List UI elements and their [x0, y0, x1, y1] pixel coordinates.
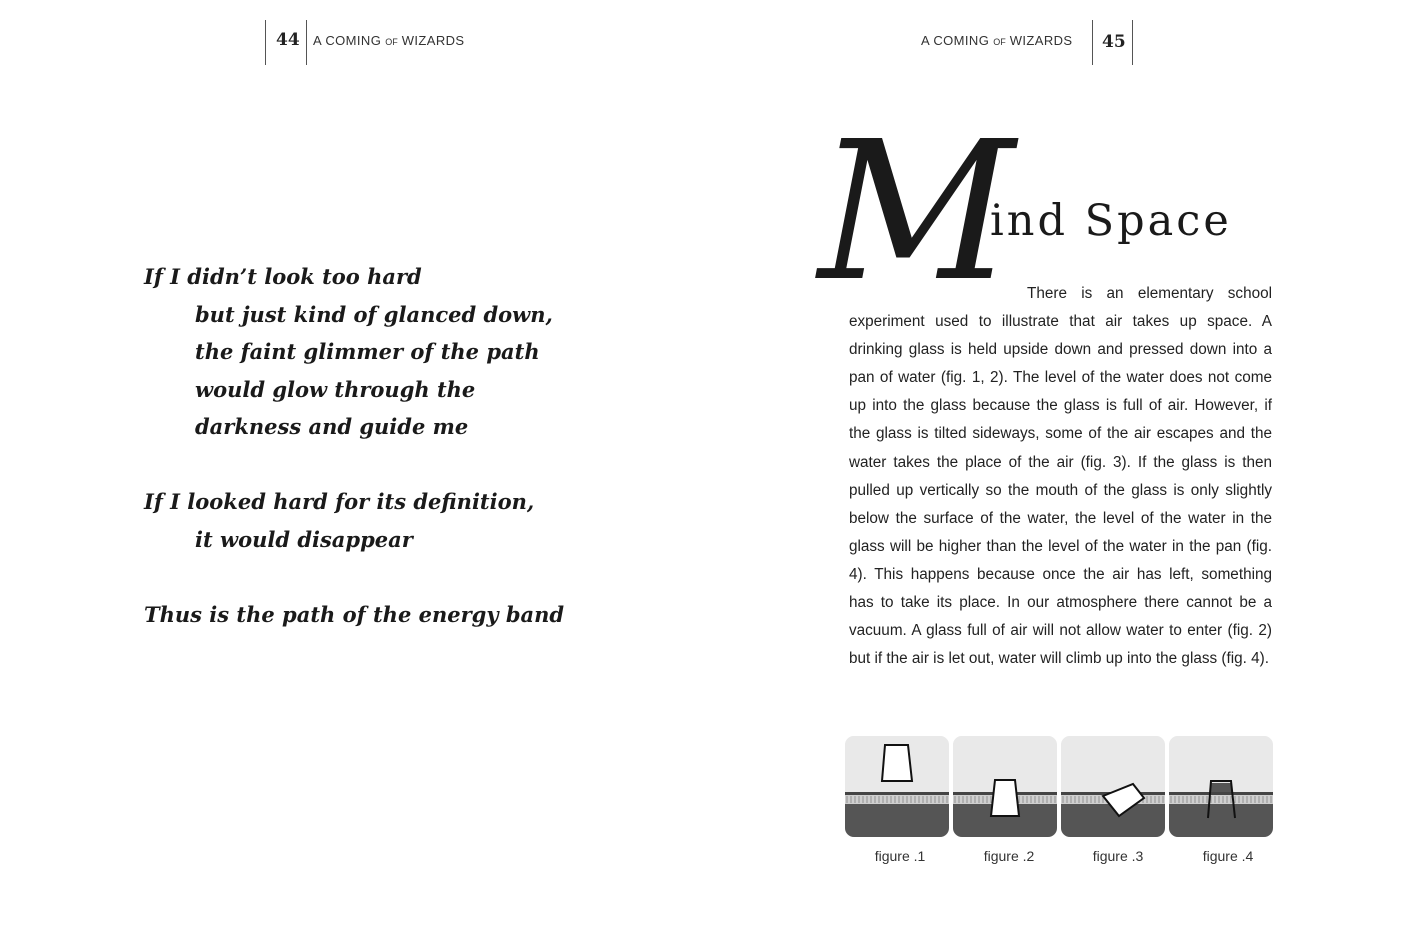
figure-4	[1169, 736, 1273, 837]
article-line: below the surface of the water, the level of the water in the	[849, 509, 1272, 527]
chapter-title: ind Space	[990, 196, 1232, 246]
article-line: water takes the place of the air (fig. 3). If the glass is then	[849, 453, 1272, 471]
article-line: has to take its place. In our atmosphere there cannot be a	[849, 594, 1272, 612]
poem-line: If I looked hard for its definition,	[144, 489, 535, 514]
figure-caption-3: figure .3	[1092, 848, 1144, 864]
poem	[144, 258, 584, 633]
article-line: pan of water (fig. 1, 2). The level of the water does not come	[849, 369, 1272, 387]
chapter-drop-cap: M	[818, 101, 1015, 324]
header-rule-right-2	[1132, 20, 1133, 65]
article-body	[849, 280, 1272, 673]
figure-4-illustration	[1169, 736, 1273, 837]
poem-line: but just kind of glanced down,	[195, 301, 553, 327]
figure-1-illustration	[845, 736, 949, 837]
poem-line: the faint glimmer of the path	[195, 339, 540, 364]
article-line: pulled up vertically so the mouth of the glass is only slightly	[849, 481, 1272, 499]
figure-1	[845, 736, 949, 837]
figure-3-illustration	[1061, 736, 1165, 837]
poem-line: darkness and guide me	[195, 414, 469, 439]
page-number-right: 45	[1102, 32, 1126, 52]
article-line: the glass is tilted sideways, some of the air escapes and the	[849, 425, 1272, 443]
running-title-left: A COMING OF WIZARDS	[313, 33, 465, 48]
figure-caption-4: figure .4	[1202, 848, 1254, 864]
article-line: up into the glass because the glass is full of air. However, if	[849, 397, 1272, 415]
poem-stanza	[144, 483, 584, 558]
article-line: 4). This happens because once the air has left, something	[849, 565, 1272, 583]
figure-caption-1: figure .1	[874, 848, 926, 864]
poem-line: Thus is the path of the energy band	[144, 601, 565, 627]
article-line: experiment used to illustrate that air takes up space. A	[849, 313, 1272, 331]
poem-line: it would disappear	[195, 526, 413, 552]
article-line: vacuum. A glass full of air will not allow water to enter (fig. 2)	[849, 622, 1272, 640]
poem-stanza	[144, 596, 584, 634]
figures-strip	[845, 736, 1277, 838]
article-line: drinking glass is held upside down and pressed down into a	[849, 341, 1272, 359]
article-line: glass will be higher than the level of the water in the pan (fig.	[849, 537, 1272, 555]
header-rule-left	[265, 20, 266, 65]
header-rule-right	[1092, 20, 1093, 65]
article-line: but if the air is let out, water will climb up into the glass (fig. 4).	[849, 650, 1269, 668]
poem-line: would glow through the	[195, 376, 476, 402]
figure-2	[953, 736, 1057, 837]
poem-line: If I didn’t look too hard	[144, 264, 422, 289]
page-number-left: 44	[276, 30, 300, 50]
article-line: There is an elementary school	[1027, 285, 1272, 302]
figure-caption-2: figure .2	[983, 848, 1035, 864]
figure-2-illustration	[953, 736, 1057, 837]
running-title-right: A COMING OF WIZARDS	[921, 33, 1073, 48]
poem-stanza	[144, 258, 584, 446]
header-rule-left-2	[306, 20, 307, 65]
figure-3	[1061, 736, 1165, 837]
